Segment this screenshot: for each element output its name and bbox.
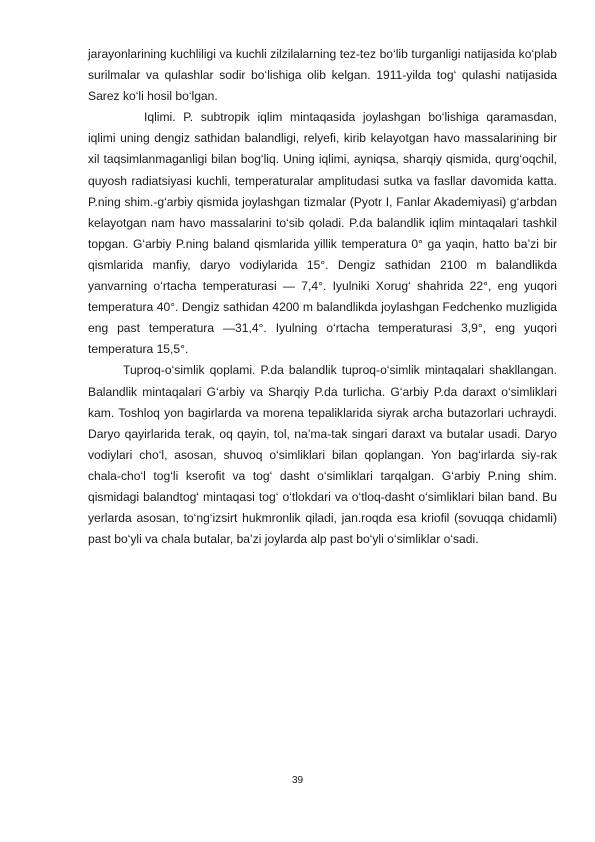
document-page [88,44,557,550]
paragraph-soil-vegetation: Tuproq-o‘simlik qoplami. P.da balandlik tuproq-o‘simlik mintaqalari shakllangan. Balandlik mintaqalari G‘arbiy va Sharqiy P.da turlicha. G‘arbiy P.da daraxt o‘simliklari kam. Toshloq yon bagirlarda va morena tepaliklarida siyrak archa butazorlari uchraydi. Daryo qayirlarida terak, oq qayin, tol, na’ma-tak singari daraxt va butalar usadi. Daryo vodiylari cho‘l, asosan, shuvoq o‘simliklari bilan qoplangan. Yon bag‘irlarda siy-rak chala-cho‘l tog‘li kserofit va tog‘ dasht o‘simliklari tarqalgan. G‘arbiy P.ning shim. qismidagi balandtog‘ mintaqasi tog‘ o‘tlokdari va o‘tloq-dasht o‘simliklari bilan band. Bu yerlarda asosan, to‘ng‘izsirt hukmronlik qiladi, jan.roqda esa kriofil (sovuqqa chidamli) past bo‘yli va chala butalar, ba’zi joylarda alp past bo‘yli o‘simliklar o‘sadi. [88,363,557,547]
page-number: 39 [291,775,304,786]
paragraph-climate: Iqlimi. P. subtropik iqlim mintaqasida joylashgan bo‘lishiga qaramasdan, iqlimi uning dengiz sathidan balandligi, relyefi, kirib kelayotgan havo massalarining bir xil taqsimlanmaganligi bilan bog‘liq. Uning iqlimi, ayniqsa, sharqiy qismida, qurg‘oqchil, quyosh radiatsiyasi kuchli, temperaturalar amplitudasi sutka va fasllar davomida katta. P.ning shim.-g‘arbiy qismida joylashgan tizmalar (Pyotr I, Fanlar Akademiyasi) g‘arbdan kelayotgan nam havo massalarini to‘sib qoladi. P.da balandlik iqlim mintaqalari tashkil topgan. G‘arbiy P.ning baland qismlarida yillik temperatura 0° ga yaqin, hatto ba’zi bir qismlarida manfiy, daryo vodiylarida 15°. Dengiz sathidan 2100 m balandlikda yanvarning o‘rtacha temperaturasi — 7,4°. Iyulniki Xorug‘ shahrida 22°, eng yuqori temperatura 40°. Dengiz sathidan 4200 m balandlikda joylashgan Fedchenko muzligida eng past temperatura —31,4°. Iyulning o‘rtacha temperaturasi 3,9°, eng yuqori temperatura 15,5°. [88,110,557,357]
paragraph-relief-continuation: jarayonlarining kuchliligi va kuchli zilzilalarning tez-tez bo‘lib turganligi natijasida ko‘plab surilmalar va qulashlar sodir bo‘lishiga olib kelgan. 1911-yilda tog‘ qulashi natijasida Sarez ko‘li hosil bo‘lgan. [88,47,557,104]
